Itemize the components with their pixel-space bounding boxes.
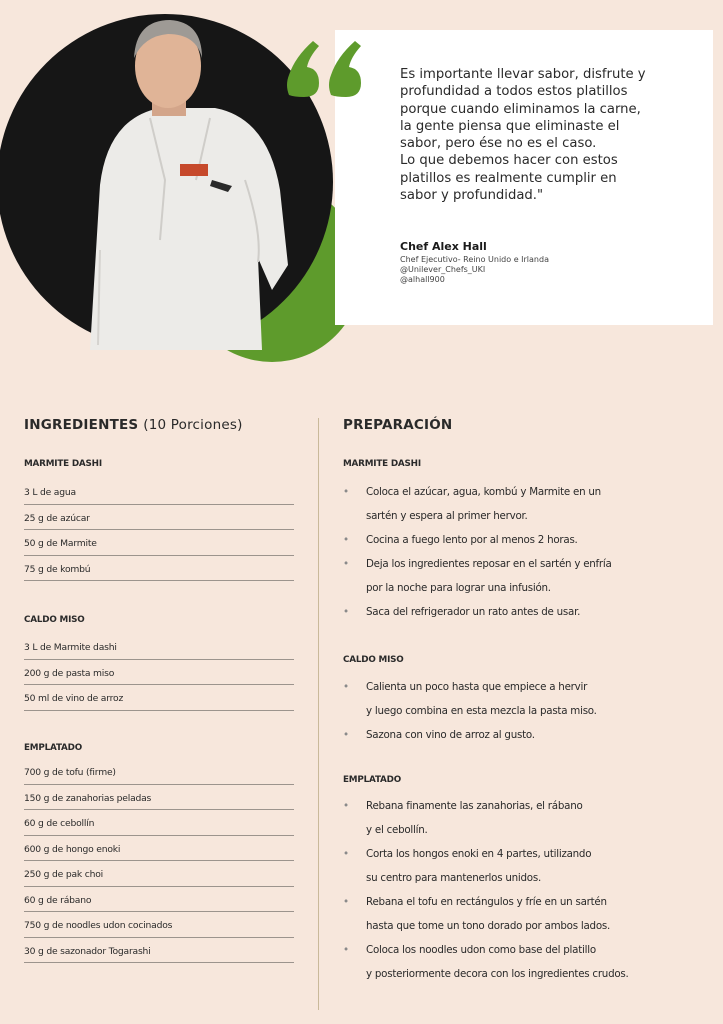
quote-line: sabor, pero ése no es el caso. [400,136,597,152]
ingredient-group-title: MARMITE DASHI [24,459,102,469]
preparation-step: • Deja los ingredientes reposar en el sartén y enfría por la noche para lograr una infusión. [343,558,612,594]
preparation-group-title: CALDO MISO [343,655,404,665]
ingredient-list [24,634,294,711]
author-handle: @alhall900 [400,275,445,284]
preparation-steps [343,675,713,747]
quote-line: profundidad a todos estos platillos [400,84,628,100]
preparation-group-title: MARMITE DASHI [343,459,421,469]
ingredient-item: 60 g de rábano [24,887,294,913]
ingredient-item: 3 L de agua [24,479,294,505]
ingredient-group-title: CALDO MISO [24,615,85,625]
ingredient-list [24,479,294,581]
ingredient-item: 3 L de Marmite dashi [24,634,294,660]
author-name: Chef Alex Hall [400,240,487,253]
preparation-step: • Saca del refrigerador un rato antes de usar. [343,606,581,618]
portions-label: (10 Porciones) [143,417,243,433]
preparation-steps [343,794,713,986]
ingredients-title [24,417,243,433]
quotation-mark-icon [283,35,367,105]
ingredient-item: 50 ml de vino de arroz [24,685,294,711]
ingredient-item: 60 g de cebollín [24,810,294,836]
quote-line: platillos es realmente cumplir en [400,170,617,186]
preparation-step: • Calienta un poco hasta que empiece a hervir y luego combina en esta mezcla la pasta miso. [343,681,597,717]
ingredient-item: 150 g de zanahorias peladas [24,785,294,811]
ingredient-item: 250 g de pak choi [24,861,294,887]
quote-line: la gente piensa que eliminaste el [400,118,620,134]
preparation-step: • Sazona con vino de arroz al gusto. [343,729,535,741]
ingredient-item: 600 g de hongo enoki [24,836,294,862]
ingredients-heading: INGREDIENTES [24,417,139,433]
preparation-step: • Rebana finamente las zanahorias, el rábano y el cebollín. [343,800,583,836]
preparation-step: • Coloca los noodles udon como base del platillo y posteriormente decora con los ingredientes crudos. [343,944,629,980]
ingredient-item: 75 g de kombú [24,556,294,582]
chef-quote [400,66,700,204]
preparation-step: • Coloca el azúcar, agua, kombú y Marmite en un sartén y espera al primer hervor. [343,486,601,522]
quote-line: porque cuando eliminamos la carne, [400,101,641,117]
ingredient-item: 30 g de sazonador Togarashi [24,938,294,964]
preparation-step: • Corta los hongos enoki en 4 partes, utilizando su centro para mantenerlos unidos. [343,848,592,884]
preparation-step: • Rebana el tofu en rectángulos y fríe en un sartén hasta que tome un tono dorado por ambos lados. [343,896,611,932]
column-divider [318,418,319,1010]
quote-line: Lo que debemos hacer con estos [400,153,618,169]
author-handle: @Unilever_Chefs_UKI [400,265,486,274]
ingredient-item: 25 g de azúcar [24,505,294,531]
quote-line: Es importante llevar sabor, disfrute y [400,67,646,82]
ingredient-item: 200 g de pasta miso [24,660,294,686]
preparation-steps [343,480,713,624]
ingredient-list [24,759,294,963]
preparation-title: PREPARACIÓN [343,417,453,433]
preparation-step: • Cocina a fuego lento por al menos 2 horas. [343,534,578,546]
ingredient-item: 750 g de noodles udon cocinados [24,912,294,938]
author-title: Chef Ejecutivo- Reino Unido e Irlanda [400,255,549,264]
ingredient-group-title: EMPLATADO [24,743,83,753]
quote-author [400,240,700,285]
quote-line: sabor y profundidad." [400,188,544,204]
ingredient-item: 50 g de Marmite [24,530,294,556]
preparation-group-title: EMPLATADO [343,775,402,785]
ingredient-item: 700 g de tofu (firme) [24,759,294,785]
